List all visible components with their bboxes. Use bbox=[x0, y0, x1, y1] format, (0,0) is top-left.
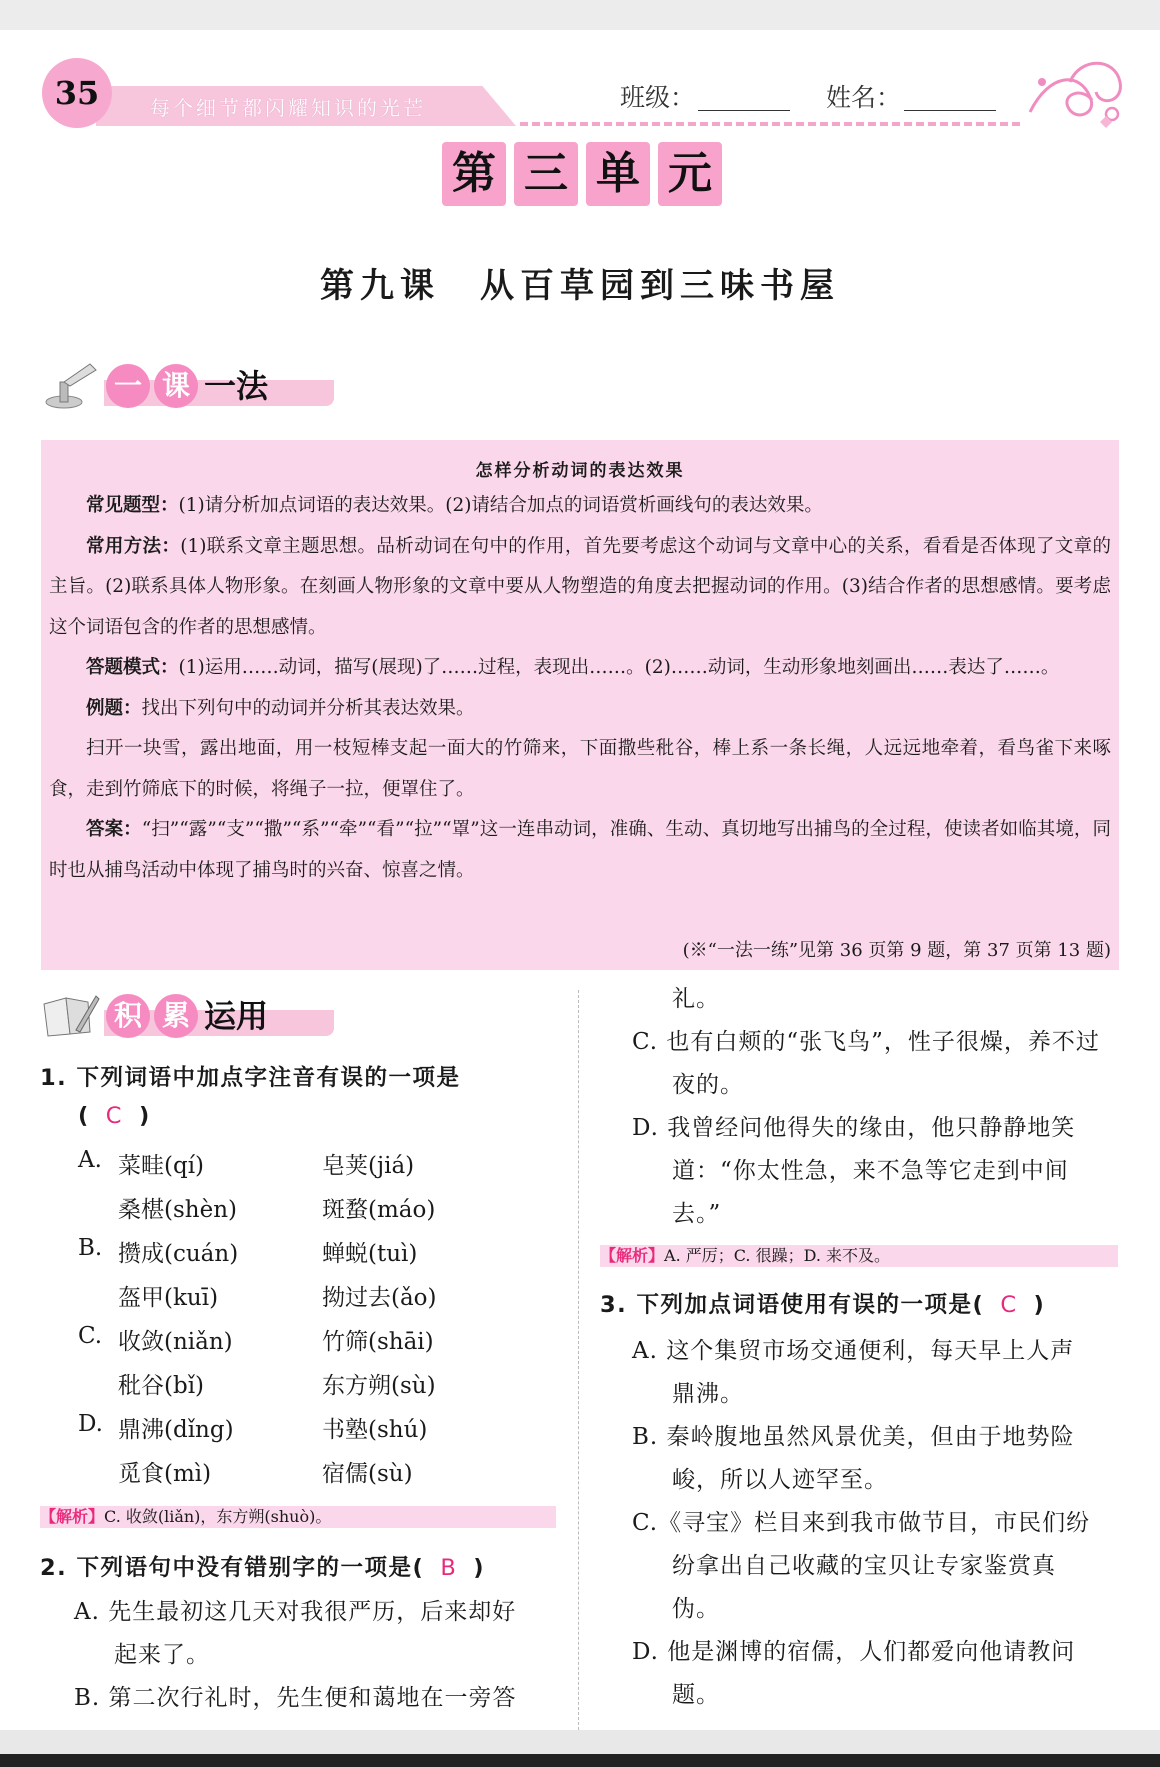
option-line: D. 我曾经问他得失的缘由，他只静静地笑 bbox=[632, 1115, 1076, 1141]
option-line: C. 也有白颊的“张飞鸟”，性子很燥，养不过 bbox=[632, 1029, 1100, 1055]
analysis-tag: 【解析】 bbox=[600, 1246, 665, 1265]
flourish-icon bbox=[1020, 52, 1130, 132]
option-label: A. bbox=[78, 1147, 102, 1173]
method-title: 怎样分析动词的表达效果 bbox=[475, 461, 685, 481]
question-1-stem: 1. 下列词语中加点字注音有误的一项是 bbox=[40, 1065, 461, 1091]
method-paragraph bbox=[49, 648, 1111, 689]
method-paragraph bbox=[49, 810, 1111, 891]
word-option: 书塾(shú) bbox=[322, 1417, 428, 1443]
motto-text: 每个细节都闪耀知识的光芒 bbox=[150, 96, 426, 120]
option-line: 道：“你太性急，来不急等它走到中间 bbox=[672, 1158, 1069, 1184]
unit-title bbox=[442, 142, 722, 206]
column-divider bbox=[578, 990, 579, 1730]
word-option: 鼎沸(dǐng) bbox=[118, 1417, 234, 1443]
word-option: 盔甲(kuī) bbox=[118, 1285, 219, 1311]
option-label: B. bbox=[78, 1235, 103, 1261]
word-option: 拗过去(ǎo) bbox=[322, 1285, 437, 1311]
method-text: (1)运用……动词，描写(展现)了……过程，表现出……。(2)……动词，生动形象地刻画出……表达了……。 bbox=[178, 657, 1060, 678]
paren-open: ( bbox=[78, 1103, 90, 1129]
unit-char: 三 bbox=[514, 142, 578, 206]
name-blank bbox=[904, 110, 996, 111]
option-line: 纷拿出自己收藏的宝贝让专家鉴赏真 bbox=[672, 1553, 1056, 1579]
paren-close: ) bbox=[139, 1103, 151, 1129]
unit-char: 元 bbox=[658, 142, 722, 206]
page-number: 35 bbox=[42, 58, 112, 128]
method-note: (※“一法一练”见第 36 页第 9 题，第 37 页第 13 题) bbox=[682, 940, 1111, 961]
class-blank bbox=[698, 110, 790, 111]
analysis-tag: 【解析】 bbox=[40, 1507, 105, 1526]
option-line: B. 秦岭腹地虽然风景优美，但由于地势险 bbox=[632, 1424, 1075, 1450]
lamp-icon bbox=[40, 360, 100, 410]
method-text: (1)联系文章主题思想。品析动词在句中的作用，首先要考虑这个动词与文章中心的关系，看看是否体现了文章的主旨。(2)联系具体人物形象。在刻画人物形象的文章中要从人物塑造的角度去把握动词的作用。(3)结合作者的思想感情。要考虑这个词语包含的作者的思想感情。 bbox=[49, 535, 1111, 638]
method-paragraph: 扫开一块雪，露出地面，用一枝短棒支起一面大的竹筛来，下面撒些秕谷，棒上系一条长绳，人远远地牵着，看鸟雀下来啄食，走到竹筛底下的时候，将绳子一拉，便罩住了。 bbox=[49, 738, 1111, 800]
question-3-stem bbox=[600, 1287, 1045, 1319]
book-pen-icon bbox=[40, 990, 100, 1040]
answer-letter: C bbox=[1000, 1292, 1018, 1318]
unit-char: 第 bbox=[442, 142, 506, 206]
method-label: 常见题型： bbox=[86, 495, 179, 516]
method-paragraph bbox=[49, 486, 1111, 527]
method-text: (1)请分析加点词语的表达效果。(2)请结合加点的词语赏析画线句的表达效果。 bbox=[178, 495, 823, 516]
option-line: 起来了。 bbox=[114, 1642, 210, 1668]
option-line: 夜的。 bbox=[672, 1072, 744, 1098]
option-line: A. 先生最初这几天对我很严历，后来却好 bbox=[74, 1599, 517, 1625]
option-line: B. 第二次行礼时，先生便和蔼地在一旁答 bbox=[74, 1685, 517, 1711]
method-text: 找出下列句中的动词并分析其表达效果。 bbox=[141, 697, 475, 719]
method-text: “扫”“露”“支”“撒”“系”“牵”“看”“拉”“罩”这一连串动词，准确、生动、真切地写出捕鸟的全过程，使读者如临其境，同时也从捕鸟活动中体现了捕鸟时的兴奋、惊喜之情。 bbox=[49, 819, 1111, 881]
viewer-bottom-bar bbox=[0, 1754, 1160, 1767]
header-dash-line bbox=[520, 122, 1020, 126]
word-option: 宿儒(sù) bbox=[322, 1461, 413, 1487]
analysis-text: A. 严厉；C. 很躁；D. 来不及。 bbox=[664, 1246, 891, 1265]
option-line: 伪。 bbox=[672, 1596, 720, 1622]
banner-circle-char: 课 bbox=[154, 364, 198, 408]
option-line: D. 他是渊博的宿儒，人们都爱向他请教问 bbox=[632, 1639, 1076, 1665]
option-line: 峻，所以人迹罕至。 bbox=[672, 1467, 888, 1493]
banner-circle-char: 积 bbox=[106, 994, 150, 1038]
analysis-note bbox=[40, 1506, 556, 1528]
banner-circle-char: 一 bbox=[106, 364, 150, 408]
banner-circle-char: 累 bbox=[154, 994, 198, 1038]
method-paragraph bbox=[49, 527, 1111, 649]
analysis-text: C. 收敛(liǎn)，东方朔(shuò)。 bbox=[104, 1507, 332, 1526]
question-text: 3. 下列加点词语使用有误的一项是( bbox=[600, 1292, 985, 1318]
word-option: 攒成(cuán) bbox=[118, 1241, 239, 1267]
method-label: 常用方法： bbox=[86, 535, 181, 557]
banner-text: 一法 bbox=[204, 367, 269, 405]
lesson-title: 第九课 从百草园到三味书屋 bbox=[320, 266, 840, 306]
word-option: 收敛(niǎn) bbox=[118, 1329, 233, 1355]
paren-close: ) bbox=[1033, 1292, 1046, 1318]
word-option: 东方朔(sù) bbox=[322, 1373, 436, 1399]
word-option: 皂荚(jiá) bbox=[322, 1153, 415, 1179]
analysis-note bbox=[600, 1245, 1118, 1267]
viewer-bottom-strip bbox=[0, 1730, 1160, 1767]
option-line: 题。 bbox=[672, 1682, 720, 1708]
option-label: C. bbox=[78, 1323, 103, 1349]
question-1-answer bbox=[78, 1103, 151, 1129]
word-option: 斑蝥(máo) bbox=[322, 1197, 436, 1223]
viewer-top-strip bbox=[0, 0, 1160, 30]
question-2-stem bbox=[40, 1550, 485, 1582]
answer-letter: C bbox=[105, 1103, 124, 1129]
word-option: 桑椹(shèn) bbox=[118, 1197, 237, 1223]
option-line: 去。” bbox=[672, 1201, 722, 1227]
word-option: 秕谷(bǐ) bbox=[118, 1373, 205, 1399]
word-option: 竹筛(shāi) bbox=[322, 1329, 434, 1355]
option-line: A. 这个集贸市场交通便利，每天早上人声 bbox=[632, 1338, 1075, 1364]
method-body bbox=[49, 486, 1111, 891]
word-option: 菜畦(qí) bbox=[118, 1153, 205, 1179]
question-text: 2. 下列语句中没有错别字的一项是( bbox=[40, 1555, 425, 1581]
method-label: 例题： bbox=[86, 697, 142, 719]
name-label: 姓名： bbox=[826, 83, 902, 112]
banner-text: 运用 bbox=[204, 997, 269, 1035]
method-box bbox=[41, 440, 1119, 970]
method-paragraph bbox=[49, 689, 1111, 730]
option-line: 礼。 bbox=[672, 986, 720, 1012]
option-line: C.《寻宝》栏目来到我市做节目，市民们纷 bbox=[632, 1510, 1091, 1536]
section-banner-practice bbox=[40, 990, 340, 1038]
option-label: D. bbox=[78, 1411, 103, 1437]
method-label: 答题模式： bbox=[86, 657, 179, 678]
word-option: 觅食(mì) bbox=[118, 1461, 212, 1487]
answer-letter: B bbox=[440, 1555, 458, 1581]
textbook-page bbox=[0, 30, 1160, 1730]
unit-char: 单 bbox=[586, 142, 650, 206]
option-line: 鼎沸。 bbox=[672, 1381, 744, 1407]
method-label: 答案： bbox=[86, 819, 142, 840]
paren-close: ) bbox=[473, 1555, 486, 1581]
class-label: 班级： bbox=[620, 83, 696, 112]
section-banner-method bbox=[40, 360, 340, 408]
word-option: 蝉蜕(tuì) bbox=[322, 1241, 418, 1267]
